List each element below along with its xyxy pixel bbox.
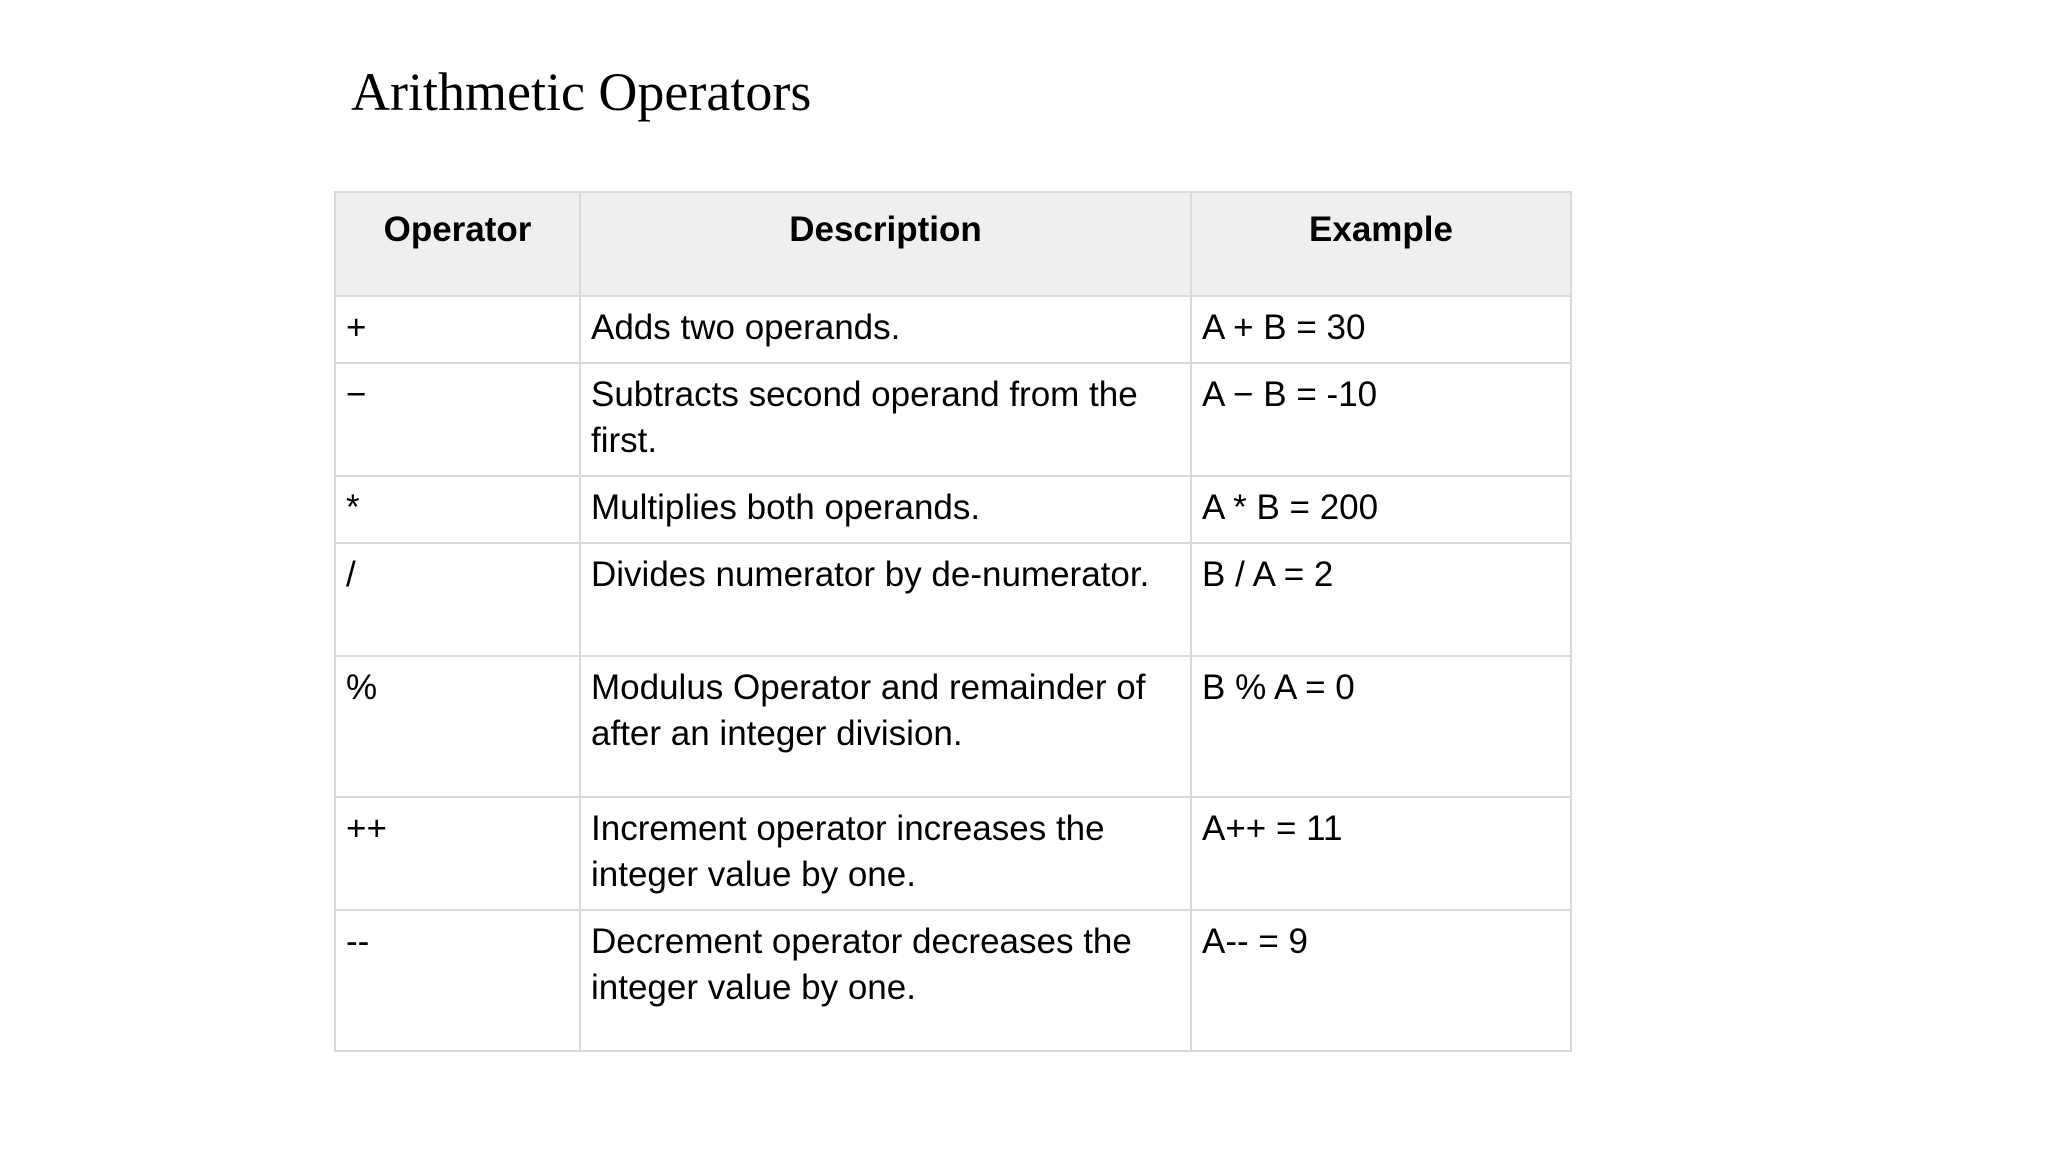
table-row: [335, 363, 1571, 476]
example-cell: A * B = 200: [1191, 476, 1571, 543]
table-row: [335, 296, 1571, 363]
table-row: [335, 476, 1571, 543]
table-row: [335, 797, 1571, 910]
operator-cell: %: [335, 656, 580, 797]
header-description: Description: [580, 192, 1191, 296]
header-operator: Operator: [335, 192, 580, 296]
example-cell: B % A = 0: [1191, 656, 1571, 797]
example-cell: A++ = 11: [1191, 797, 1571, 910]
example-cell: A − B = -10: [1191, 363, 1571, 476]
description-cell: Decrement operator decreases the integer value by one.: [580, 910, 1191, 1051]
description-cell: Divides numerator by de-numerator.: [580, 543, 1191, 656]
description-cell: Increment operator increases the integer value by one.: [580, 797, 1191, 910]
operator-cell: −: [335, 363, 580, 476]
description-cell: Modulus Operator and remainder of after an integer division.: [580, 656, 1191, 797]
header-example: Example: [1191, 192, 1571, 296]
example-cell: A + B = 30: [1191, 296, 1571, 363]
description-cell: Adds two operands.: [580, 296, 1191, 363]
table-row: [335, 543, 1571, 656]
operator-cell: +: [335, 296, 580, 363]
description-cell: Multiplies both operands.: [580, 476, 1191, 543]
slide-title: Arithmetic Operators: [351, 62, 812, 122]
description-cell: Subtracts second operand from the first.: [580, 363, 1191, 476]
operator-cell: /: [335, 543, 580, 656]
operator-cell: --: [335, 910, 580, 1051]
operators-table: [334, 191, 1572, 1052]
table-header-row: [335, 192, 1571, 296]
table-row: [335, 910, 1571, 1051]
operator-cell: ++: [335, 797, 580, 910]
table-row: [335, 656, 1571, 797]
example-cell: A-- = 9: [1191, 910, 1571, 1051]
example-cell: B / A = 2: [1191, 543, 1571, 656]
operator-cell: *: [335, 476, 580, 543]
